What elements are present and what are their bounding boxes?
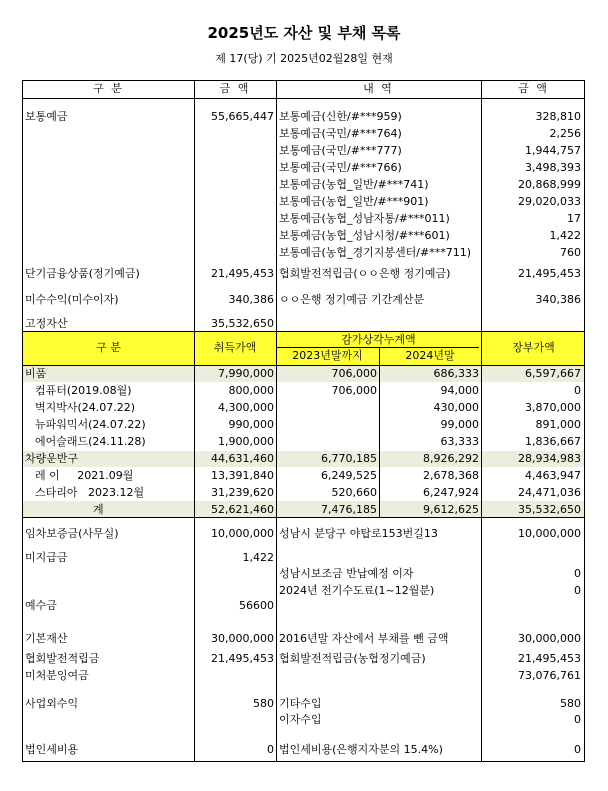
deposit-received-amount: 56600 — [239, 599, 274, 612]
fixed-row-cost: 7,990,000 — [218, 367, 274, 380]
fixed-row-name: 컴퓨터(2019.08월) — [35, 384, 132, 397]
lease-desc: 성남시 분당구 야탑로153번길13 — [279, 527, 438, 540]
deposit-item-amount: 29,020,033 — [518, 195, 581, 208]
fixed-row-dep-2023: 6,770,185 — [321, 452, 377, 465]
fixed-assets-label: 고정자산 — [25, 317, 68, 330]
interest-desc: ㅇㅇ은행 정기예금 기간계산분 — [279, 293, 425, 306]
interest-desc-amount: 340,386 — [535, 293, 581, 306]
document-title: 2025년도 자산 및 부채 목록 — [207, 24, 401, 42]
base-label: 기본재산 — [25, 632, 68, 645]
fixed-row-dep-2024: 63,333 — [440, 435, 479, 448]
short-term-amount: 21,495,453 — [211, 267, 274, 280]
fixed-row-dep-2024: 94,000 — [440, 384, 479, 397]
fixed-row-dep-2023: 706,000 — [331, 384, 377, 397]
unpaid-item-amount: 0 — [574, 567, 581, 580]
deposit-item-amount: 17 — [567, 212, 581, 225]
non-operating-item-amount: 580 — [560, 697, 581, 710]
lease-amount: 10,000,000 — [211, 527, 274, 540]
deposits-label: 보통예금 — [25, 110, 68, 123]
fixed-header-book-value: 장부가액 — [512, 341, 555, 354]
deposit-item-desc: 보통예금(농협_일반/#***901) — [279, 195, 429, 208]
fixed-row-dep-2024: 99,000 — [440, 418, 479, 431]
non-operating-item-desc: 이자수입 — [279, 713, 322, 726]
deposit-item-amount: 1,944,757 — [525, 144, 581, 157]
fixed-row-dep-2024: 9,612,625 — [423, 503, 479, 516]
interest-amount: 340,386 — [228, 293, 274, 306]
header-category: 구 분 — [93, 82, 124, 95]
fixed-row-cost: 52,621,460 — [211, 503, 274, 516]
deposit-item-desc: 보통예금(농협_성남시청/#***601) — [279, 229, 450, 242]
fixed-row-book-value: 1,836,667 — [525, 435, 581, 448]
non-operating-item-amount: 0 — [574, 713, 581, 726]
asset-liability-table — [22, 80, 585, 762]
base-amount: 30,000,000 — [211, 632, 274, 645]
fixed-row-name: 벽지박사(24.07.22) — [35, 401, 136, 414]
surplus-label: 미처분잉여금 — [25, 669, 89, 682]
header-detail-amount: 금 액 — [518, 82, 549, 95]
fixed-header-depreciation: 감가상각누계액 — [341, 333, 416, 346]
fixed-row-dep-2024: 6,247,924 — [423, 486, 479, 499]
fixed-header-cost: 취득가액 — [213, 341, 257, 354]
lease-label: 임차보증금(사무실) — [25, 527, 119, 540]
interest-label: 미수수익(미수이자) — [25, 293, 119, 306]
non-operating-amount: 580 — [253, 697, 274, 710]
lease-desc-amount: 10,000,000 — [518, 527, 581, 540]
deposit-item-amount: 760 — [560, 246, 581, 259]
reserve-amount: 21,495,453 — [211, 652, 274, 665]
header-detail: 내 역 — [363, 82, 394, 95]
deposit-item-amount: 328,810 — [535, 110, 581, 123]
deposit-item-desc: 보통예금(농협_경기지봉센터/#***711) — [279, 246, 472, 259]
fixed-row-cost: 44,631,460 — [211, 452, 274, 465]
fixed-header-dep-2023: 2023년말까지 — [292, 349, 363, 362]
fixed-row-dep-2024: 8,926,292 — [423, 452, 479, 465]
fixed-row-dep-2024: 430,000 — [433, 401, 479, 414]
fixed-row-dep-2023: 706,000 — [331, 367, 377, 380]
deposit-item-amount: 3,498,393 — [525, 161, 581, 174]
tax-label: 법인세비용 — [25, 743, 79, 756]
reserve-desc: 협회발전적립금(농협정기예금) — [279, 652, 426, 665]
short-term-label: 단기금융상품(정기예금) — [25, 267, 140, 280]
deposits-amount: 55,665,447 — [211, 110, 274, 123]
fixed-row-book-value: 4,463,947 — [525, 469, 581, 482]
deposit-item-desc: 보통예금(농협_일반/#***741) — [279, 178, 429, 191]
short-term-desc-amount: 21,495,453 — [518, 267, 581, 280]
unpaid-item-amount: 0 — [574, 584, 581, 597]
fixed-row-cost: 800,000 — [228, 384, 274, 397]
deposit-item-desc: 보통예금(국민/#***777) — [279, 144, 402, 157]
fixed-header-category: 구 분 — [96, 341, 121, 354]
deposit-received-label: 예수금 — [25, 599, 57, 612]
fixed-row-name: 비품 — [25, 367, 47, 380]
fixed-row-book-value: 3,870,000 — [525, 401, 581, 414]
fixed-row-name: 뉴파워믹서(24.07.22) — [35, 418, 146, 431]
fixed-row-book-value: 24,471,036 — [518, 486, 581, 499]
deposit-item-desc: 보통예금(국민/#***766) — [279, 161, 402, 174]
header-amount: 금 액 — [219, 82, 251, 95]
deposit-item-amount: 2,256 — [549, 127, 581, 140]
fixed-row-cost: 31,239,620 — [211, 486, 274, 499]
base-desc: 2016년말 자산에서 부채를 뺀 금액 — [279, 632, 449, 645]
reserve-label: 협회발전적립금 — [25, 652, 100, 665]
fixed-row-cost: 13,391,840 — [211, 469, 274, 482]
tax-amount: 0 — [267, 743, 274, 756]
fixed-row-name: 스타리아 2023.12월 — [35, 486, 145, 499]
fixed-header-dep-2024: 2024년말 — [405, 349, 455, 362]
deposit-item-desc: 보통예금(신한/#***959) — [279, 110, 402, 123]
fixed-row-dep-2023: 520,660 — [331, 486, 377, 499]
fixed-row-book-value: 0 — [574, 384, 581, 397]
unpaid-item-desc: 성남시보조금 반납예정 이자 — [279, 567, 414, 580]
unpaid-amount: 1,422 — [242, 551, 274, 564]
fixed-row-dep-2024: 2,678,368 — [423, 469, 479, 482]
fixed-row-cost: 990,000 — [228, 418, 274, 431]
fixed-row-name: 차량운반구 — [25, 452, 79, 465]
deposit-item-desc: 보통예금(국민/#***764) — [279, 127, 402, 140]
fixed-row-name: 레 이 2021.09월 — [35, 469, 134, 482]
fixed-row-cost: 1,900,000 — [218, 435, 274, 448]
deposit-item-amount: 1,422 — [549, 229, 581, 242]
deposit-item-desc: 보통예금(농협_성남자통/#***011) — [279, 212, 450, 225]
document-subtitle: 제 17(당) 기 2025년02월28일 현재 — [215, 52, 393, 65]
unpaid-label: 미지급금 — [25, 551, 68, 564]
unpaid-item-desc: 2024년 전기수도료(1~12월분) — [279, 584, 435, 597]
reserve-desc-amount: 21,495,453 — [518, 652, 581, 665]
fixed-row-dep-2024: 686,333 — [433, 367, 479, 380]
fixed-row-name: 계 — [93, 503, 104, 516]
fixed-row-dep-2023: 6,249,525 — [321, 469, 377, 482]
non-operating-label: 사업외수익 — [25, 697, 79, 710]
fixed-row-book-value: 35,532,650 — [518, 503, 581, 516]
tax-desc-amount: 0 — [574, 743, 581, 756]
base-desc-amount: 30,000,000 — [518, 632, 581, 645]
fixed-row-book-value: 891,000 — [535, 418, 581, 431]
non-operating-item-desc: 기타수입 — [279, 697, 322, 710]
fixed-row-cost: 4,300,000 — [218, 401, 274, 414]
fixed-row-book-value: 28,934,983 — [518, 452, 581, 465]
surplus-desc-amount: 73,076,761 — [518, 669, 581, 682]
deposit-item-amount: 20,868,999 — [518, 178, 581, 191]
fixed-row-name: 에어슬래드(24.11.28) — [35, 435, 146, 448]
short-term-desc: 협회발전적립금(ㅇㅇ은행 정기예금) — [279, 267, 451, 280]
fixed-row-dep-2023: 7,476,185 — [321, 503, 377, 516]
tax-desc: 법인세비용(은행지자분의 15.4%) — [279, 743, 443, 756]
fixed-row-book-value: 6,597,667 — [525, 367, 581, 380]
fixed-assets-amount: 35,532,650 — [211, 317, 274, 330]
